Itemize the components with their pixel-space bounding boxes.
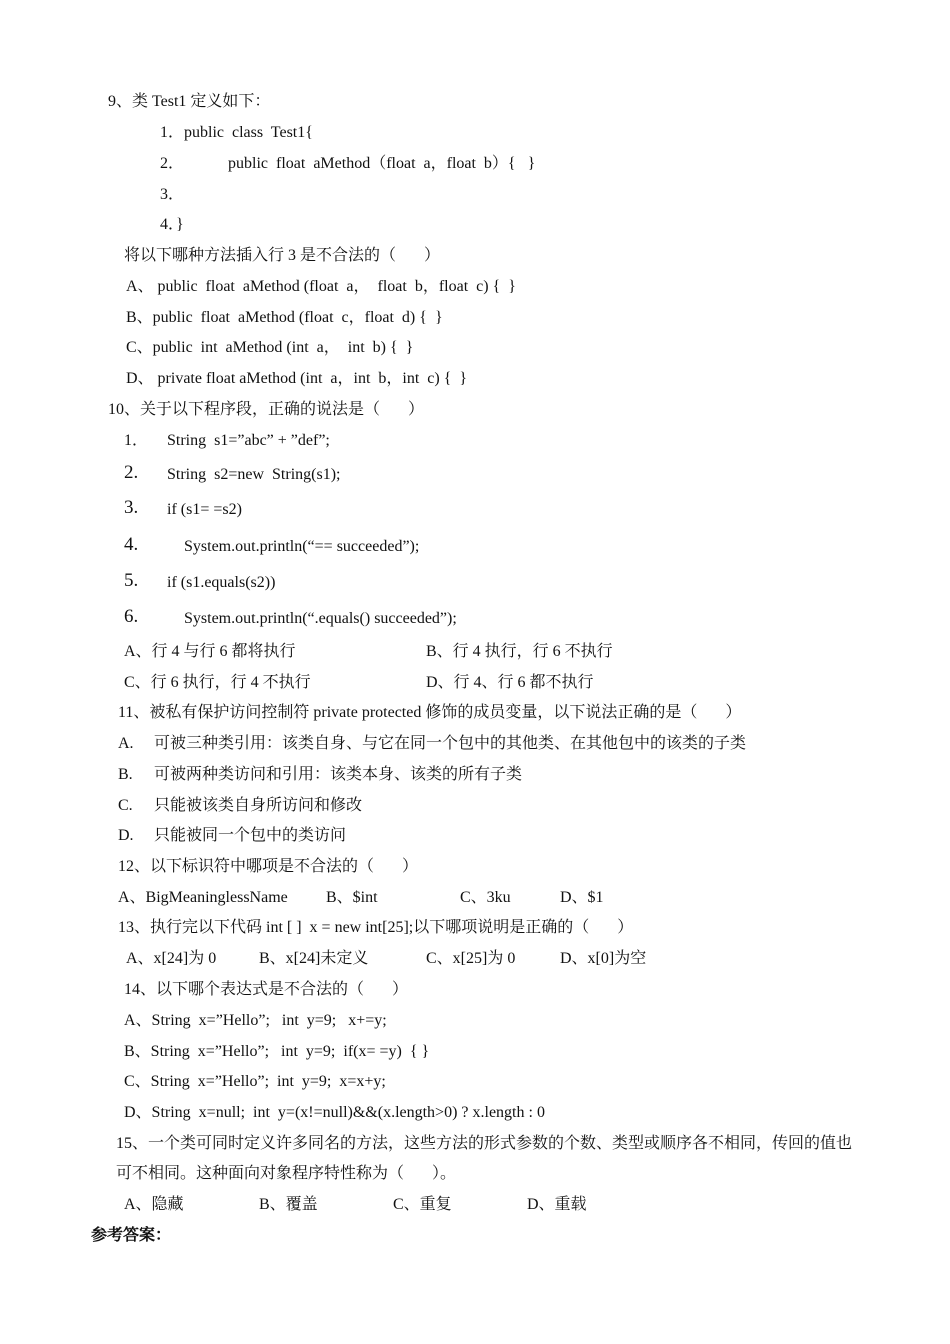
q14-stem: 14、以下哪个表达式是不合法的（ ）	[124, 981, 409, 998]
q9-stem: 9、类 Test1 定义如下：	[108, 93, 271, 110]
q10-line-number-2: 2.	[124, 462, 139, 483]
q10-option-b: B、行 4 执行，行 6 不执行	[426, 643, 613, 660]
q10-line-number-3: 3.	[124, 497, 139, 518]
q9-code-line-4: 4．}	[160, 216, 184, 233]
q12-option-d: D、$1	[560, 889, 604, 906]
q9-option-b: B、public float aMethod (float c，float d) { }	[126, 309, 443, 326]
q11-option-c: 只能被该类自身所访问和修改	[154, 797, 363, 814]
q15-option-b: B、覆盖	[259, 1196, 318, 1213]
q9-option-d: D、 private float aMethod (int a，int b，int c) { }	[126, 370, 468, 387]
q9-code-line-3: 3．	[160, 186, 185, 203]
q10-code-line-6: System.out.println(“.equals() succeeded”);	[184, 610, 457, 627]
q11-option-b: 可被两种类访问和引用：该类本身、该类的所有子类	[154, 766, 523, 783]
q15-option-c: C、重复	[393, 1196, 452, 1213]
q10-line-number-6: 6.	[124, 606, 139, 627]
q10-code-line-2: String s2=new String(s1);	[167, 466, 341, 483]
q9-question: 将以下哪种方法插入行 3 是不合法的（ ）	[124, 247, 441, 264]
q10-option-d: D、行 4、行 6 都不执行	[426, 674, 594, 691]
q9-code-line-1: 1．public class Test1{	[160, 124, 313, 141]
q12-option-c: C、3ku	[460, 889, 511, 906]
q15-option-d: D、重载	[527, 1196, 587, 1213]
q10-code-line-1: String s1=”abc” + ”def”;	[167, 432, 330, 449]
q14-option-d: D、String x=null; int y=(x!=null)&&(x.length>0) ? x.length : 0	[124, 1104, 545, 1121]
q10-option-a: A、行 4 与行 6 都将执行	[124, 643, 296, 660]
q12-stem: 12、以下标识符中哪项是不合法的（ ）	[118, 858, 419, 875]
q15-stem-line-2: 可不相同。这种面向对象程序特性称为（ ）。	[116, 1165, 457, 1182]
q9-option-c: C、public int aMethod (int a， int b) { }	[126, 339, 414, 356]
q13-stem: 13、执行完以下代码 int [ ] x = new int[25];以下哪项说明是正确的（ ）	[118, 919, 634, 936]
q10-code-line-3: if (s1= =s2)	[167, 501, 242, 518]
q11-option-a: 可被三种类引用：该类自身、与它在同一个包中的其他类、在其他包中的该类的子类	[154, 735, 747, 752]
q9-code-line-2: 2． public float aMethod（float a，float b）{ }	[160, 155, 536, 172]
q15-option-a: A、隐藏	[124, 1196, 184, 1213]
q14-option-b: B、String x=”Hello”; int y=9; if(x= =y) { }	[124, 1043, 430, 1060]
q9-option-a: A、 public float aMethod (float a， float b，float c) { }	[126, 278, 516, 295]
q10-line-number-4: 4.	[124, 534, 139, 555]
q11-option-c-letter: C.	[118, 797, 133, 814]
q11-stem: 11、被私有保护访问控制符 private protected 修饰的成员变量，以下说法正确的是（ ）	[118, 704, 742, 721]
q10-option-c: C、行 6 执行，行 4 不执行	[124, 674, 311, 691]
q13-option-d: D、x[0]为空	[560, 950, 647, 967]
q10-code-line-4: System.out.println(“== succeeded”);	[184, 538, 420, 555]
q10-line-number-1: 1．	[124, 432, 149, 449]
q11-option-b-letter: B.	[118, 766, 133, 783]
q11-option-a-letter: A.	[118, 735, 134, 752]
q12-option-b: B、$int	[326, 889, 378, 906]
q10-line-number-5: 5.	[124, 570, 139, 591]
q13-option-c: C、x[25]为 0	[426, 950, 516, 967]
q15-stem-line-1: 15、一个类可同时定义许多同名的方法，这些方法的形式参数的个数、类型或顺序各不相同，传回的值也	[116, 1135, 853, 1152]
q14-option-a: A、String x=”Hello”; int y=9; x+=y;	[124, 1012, 387, 1029]
q10-code-line-5: if (s1.equals(s2))	[167, 574, 276, 591]
answer-heading: 参考答案：	[91, 1227, 172, 1244]
q13-option-a: A、x[24]为 0	[126, 950, 217, 967]
q10-stem: 10、关于以下程序段，正确的说法是（ ）	[108, 401, 425, 418]
q14-option-c: C、String x=”Hello”; int y=9; x=x+y;	[124, 1073, 386, 1090]
q13-option-b: B、x[24]未定义	[259, 950, 369, 967]
q12-option-a: A、BigMeaninglessName	[118, 889, 288, 906]
q11-option-d: 只能被同一个包中的类访问	[154, 827, 347, 844]
q11-option-d-letter: D.	[118, 827, 134, 844]
